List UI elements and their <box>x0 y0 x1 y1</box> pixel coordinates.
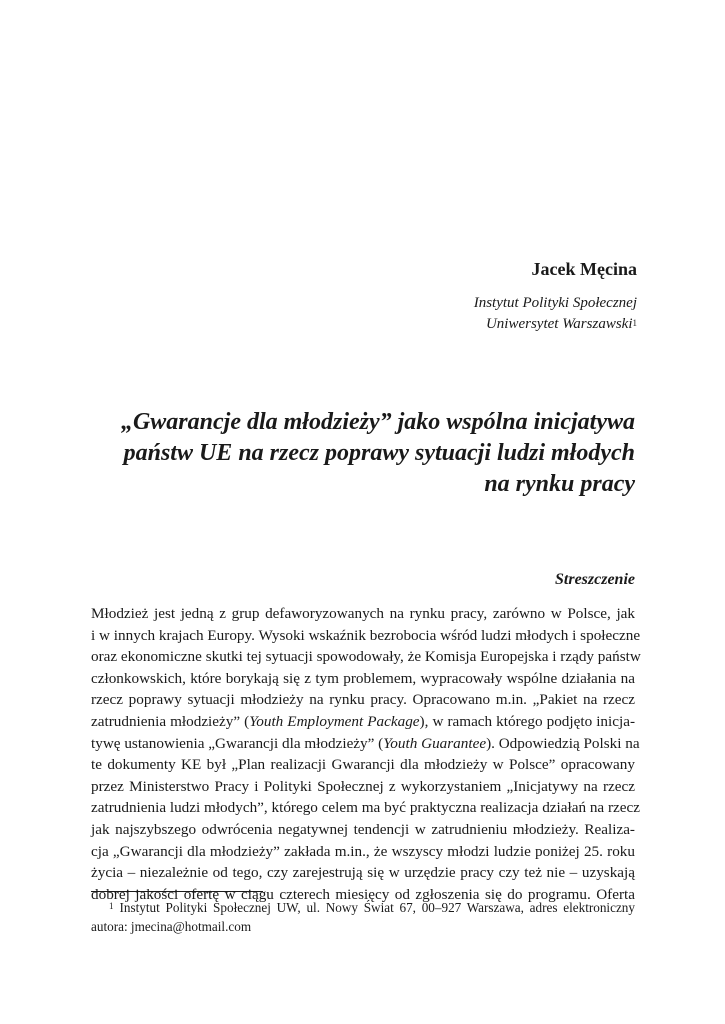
title-line-3: na rynku pracy <box>484 471 635 497</box>
abstract-body <box>91 603 641 905</box>
abstract-line: rzecz poprawy sytuacji młodzieży na rynku pracy. Opracowano m.in. „Pakiet na rzecz <box>91 691 635 709</box>
abstract-line: oraz ekonomiczne skutki tej sytuacji spowodowały, że Komisja Europejska i rządy państw <box>91 648 641 666</box>
abstract-line <box>91 733 640 755</box>
abstract-line: życia – niezależnie od tego, czy zarejestrują się w urzędzie pracy czy też nie – uzyskają <box>91 864 635 882</box>
abstract-text: tywę ustanowienia „Gwarancji dla młodzieży” ( <box>91 734 384 752</box>
abstract-line: jak najszybszego odwrócenia negatywnej tendencji w zatrudnieniu młodzieży. Realiza- <box>91 820 635 838</box>
affiliation-university <box>474 314 637 335</box>
abstract-line: i w innych krajach Europy. Wysoki wskaźnik bezrobocia wśród ludzi młodych i społeczne <box>91 626 641 644</box>
affiliation-footnote-mark: 1 <box>632 318 637 328</box>
abstract-line: dobrej jakości ofertę w ciągu czterech miesięcy od zgłoszenia się do programu. Oferta <box>91 885 635 903</box>
abstract-heading: Streszczenie <box>555 571 635 588</box>
title-line-1: „Gwarancje dla młodzieży” jako wspólna inicjatywa <box>120 409 635 435</box>
footnote <box>91 898 635 936</box>
affiliation-university-text: Uniwersytet Warszawski <box>485 316 633 332</box>
abstract-line: cja „Gwarancji dla młodzieży” zakłada m.in., że wszyscy młodzi ludzie poniżej 25. roku <box>91 842 635 860</box>
abstract-line: zatrudnienia ludzi młodych”, którego celem ma być praktyczna realizacja działań na rzecz <box>91 799 640 817</box>
footnote-line-1 <box>91 898 635 917</box>
footnote-text: Instytut Polityki Społecznej UW, ul. Nowy Świat 67, 00–927 Warszawa, adres elektroniczny <box>119 900 635 915</box>
abstract-line: przez Ministerstwo Pracy i Polityki Społecznej z wykorzystaniem „Inicjatywy na rzecz <box>91 777 635 795</box>
abstract-text: ), w ramach którego podjęto inicja- <box>419 712 636 730</box>
abstract-italic-term: Youth Employment Package <box>249 712 420 730</box>
affiliation-institute: Instytut Polityki Społecznej <box>473 295 637 311</box>
footnote-mark: 1 <box>109 901 114 911</box>
footnote-line-2: autora: jmecina@hotmail.com <box>91 919 252 934</box>
footnote-divider <box>91 891 263 892</box>
title-line-2: państw UE na rzecz poprawy sytuacji ludzi młodych <box>123 440 635 466</box>
abstract-line: te dokumenty KE był „Plan realizacji Gwarancji dla młodzieży w Polsce” opracowany <box>91 756 635 774</box>
abstract-line <box>91 711 635 733</box>
article-title <box>75 407 635 500</box>
abstract-text: ). Odpowiedzią Polski na <box>486 734 640 752</box>
author-name: Jacek Męcina <box>531 259 637 279</box>
abstract-line: członkowskich, które borykają się z tym problemem, wypracowały wspólne działania na <box>91 669 635 687</box>
abstract-line: Młodzież jest jedną z grup defaworyzowanych na rynku pracy, zarówno w Polsce, jak <box>91 605 635 622</box>
abstract-italic-term: Youth Guarantee <box>383 734 487 752</box>
author-affiliation <box>474 293 637 335</box>
abstract-text: zatrudnienia młodzieży” ( <box>91 712 250 730</box>
